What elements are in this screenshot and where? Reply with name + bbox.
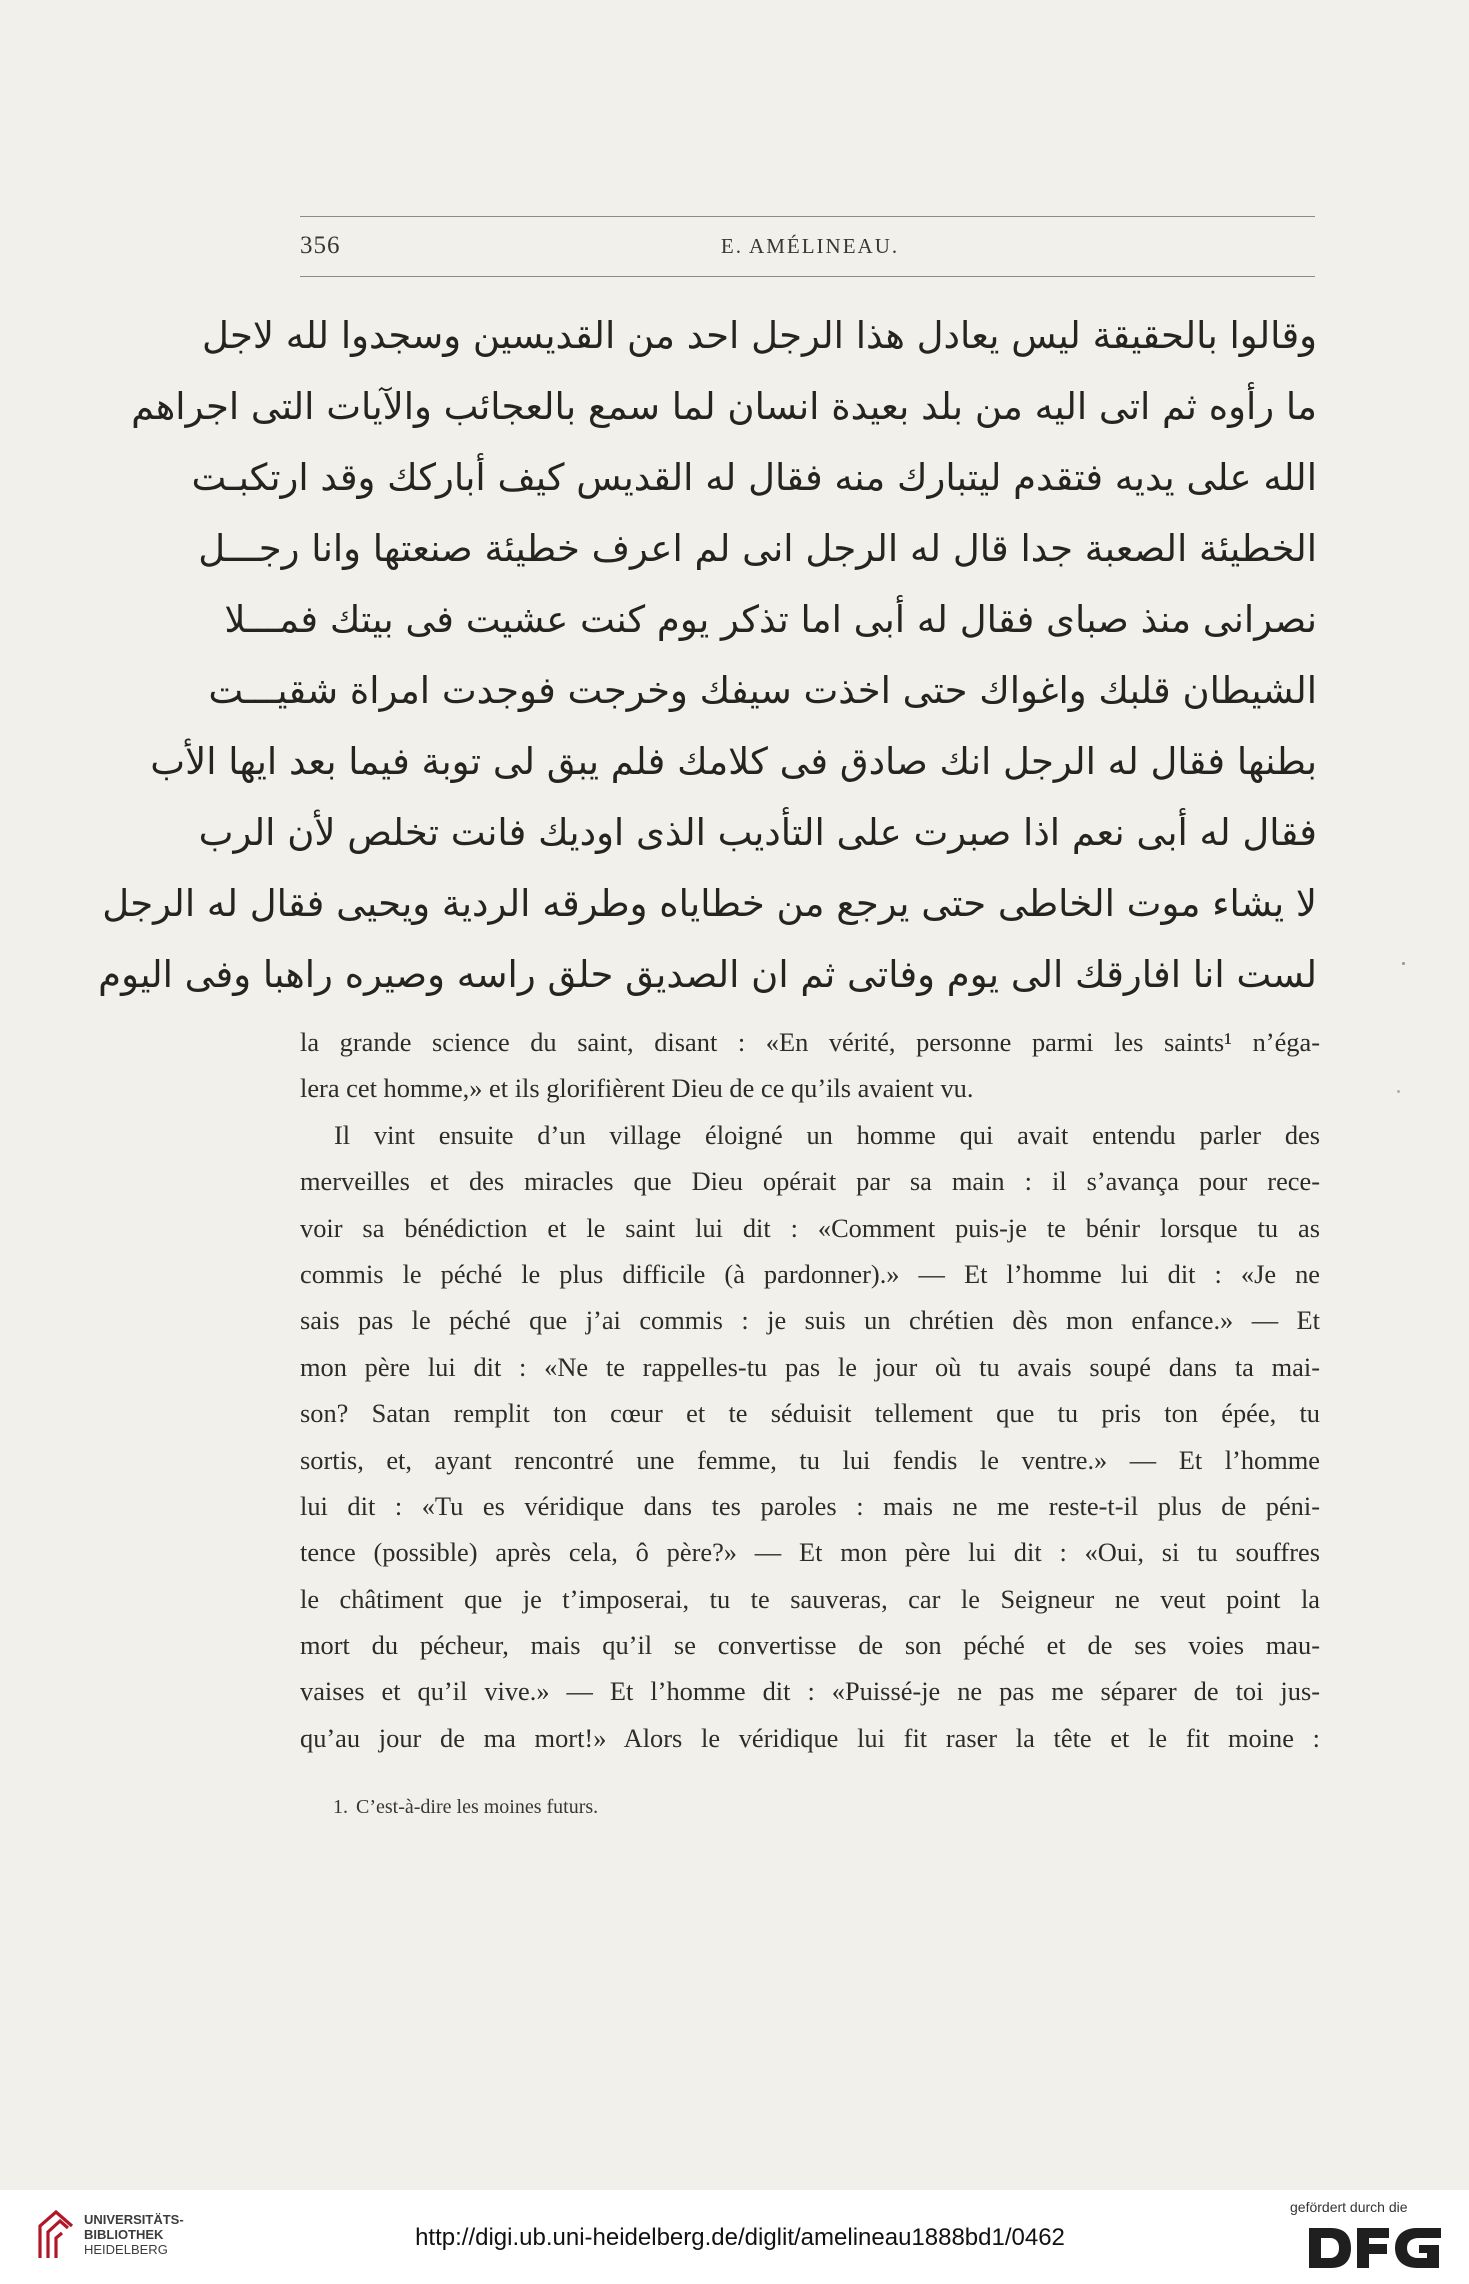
french-translation-block bbox=[300, 1019, 1320, 1761]
funder-label: gefördert durch die bbox=[1290, 2199, 1408, 2215]
ub-heidelberg-logo-icon[interactable] bbox=[36, 2208, 76, 2262]
permalink-url[interactable]: http://digi.ub.uni-heidelberg.de/diglit/amelineau1888bd1/0462 bbox=[415, 2224, 1065, 2251]
french-line: tence (possible) après cela, ô père?» — Et mon père lui dit : «Oui, si tu souffres bbox=[300, 1537, 1320, 1568]
arabic-text-block bbox=[98, 300, 1317, 1010]
margin-speck bbox=[1402, 962, 1405, 965]
french-line: mort du pécheur, mais qu’il se convertisse de son péché et de ses voies mau- bbox=[300, 1630, 1320, 1661]
arabic-line: الشيطان قلبك واغواك حتى اخذت سيفك وخرجت فوجدت امراة شقيـــت bbox=[208, 669, 1317, 712]
page-number: 356 bbox=[300, 232, 341, 259]
library-name-line: HEIDELBERG bbox=[84, 2242, 168, 2257]
french-line: lui dit : «Tu es véridique dans tes paroles : mais ne me reste-t-il plus de péni- bbox=[300, 1490, 1320, 1521]
library-name-line: UNIVERSITÄTS- bbox=[84, 2212, 184, 2227]
french-line: Il vint ensuite d’un village éloigné un homme qui avait entendu parler des bbox=[334, 1119, 1320, 1150]
footnote-number: 1. bbox=[333, 1796, 348, 1818]
french-line: commis le péché le plus difficile (à pardonner).» — Et l’homme lui dit : «Je ne bbox=[300, 1258, 1320, 1289]
running-head: E. AMÉLINEAU. bbox=[720, 234, 900, 258]
dfg-logo-icon[interactable] bbox=[1305, 2222, 1445, 2274]
french-line: mon père lui dit : «Ne te rappelles-tu pas le jour où tu avais soupé dans ta mai- bbox=[300, 1351, 1320, 1382]
library-name[interactable] bbox=[84, 2212, 184, 2257]
french-line: la grande science du saint, disant : «En vérité, personne parmi les saints¹ n’éga- bbox=[300, 1027, 1320, 1057]
header-rule-bottom bbox=[300, 276, 1315, 277]
arabic-line: لا يشاء موت الخاطى حتى يرجع من خطاياه وطرقه الردية ويحيى فقال له الرجل bbox=[102, 882, 1317, 925]
arabic-line: لست انا افارقك الى يوم وفاتى ثم ان الصديق حلق راسه وصيره راهبا وفى اليوم bbox=[98, 953, 1317, 996]
footnote-text: C’est-à-dire les moines futurs. bbox=[356, 1796, 599, 1818]
arabic-line: وقالوا بالحقيقة ليس يعادل هذا الرجل احد من القديسين وسجدوا لله لاجل bbox=[201, 314, 1317, 357]
footnote bbox=[333, 1796, 598, 1819]
header-rule-top bbox=[300, 216, 1315, 217]
french-line: lera cet homme,» et ils glorifièrent Dieu de ce qu’ils avaient vu. bbox=[300, 1073, 974, 1104]
french-line: voir sa bénédiction et le saint lui dit : «Comment puis-je te bénir lorsque tu as bbox=[300, 1212, 1320, 1243]
french-line: le châtiment que je t’imposerai, tu te sauveras, car le Seigneur ne veut point la bbox=[300, 1583, 1320, 1614]
arabic-line: الخطيئة الصعبة جدا قال له الرجل انى لم اعرف خطيئة صنعتها وانا رجـــل bbox=[198, 527, 1317, 570]
arabic-line: الله على يديه فتقدم ليتبارك منه فقال له القديس كيف أباركك وقد ارتكبـت bbox=[191, 456, 1317, 499]
french-line: qu’au jour de ma mort!» Alors le véridique lui fit raser la tête et le fit moine : bbox=[300, 1722, 1320, 1753]
arabic-line: ما رأوه ثم اتى اليه من بلد بعيدة انسان لما سمع بالعجائب والآيات التى اجراهم bbox=[131, 385, 1317, 428]
arabic-line: بطنها فقال له الرجل انك صادق فى كلامك فلم يبق لى توبة فيما بعد ايها الأب bbox=[150, 740, 1317, 783]
library-name-line: BIBLIOTHEK bbox=[84, 2227, 164, 2242]
french-line: vaises et qu’il vive.» — Et l’homme dit : «Puissé-je ne pas me séparer de toi jus- bbox=[300, 1676, 1320, 1707]
french-line: sortis, et, ayant rencontré une femme, tu lui fendis le ventre.» — Et l’homme bbox=[300, 1444, 1320, 1475]
french-line: son? Satan remplit ton cœur et te séduisit tellement que tu pris ton épée, tu bbox=[300, 1398, 1320, 1429]
french-line: merveilles et des miracles que Dieu opérait par sa main : il s’avança pour rece- bbox=[300, 1166, 1320, 1197]
arabic-line: فقال له أبى نعم اذا صبرت على التأديب الذى اوديك فانت تخلص لأن الرب bbox=[198, 811, 1317, 854]
french-line: sais pas le péché que j’ai commis : je suis un chrétien dès mon enfance.» — Et bbox=[300, 1305, 1320, 1336]
arabic-line: نصرانى منذ صباى فقال له أبى اما تذكر يوم كنت عشيت فى بيتك فمـــلا bbox=[224, 598, 1317, 641]
margin-speck bbox=[1397, 1090, 1400, 1093]
